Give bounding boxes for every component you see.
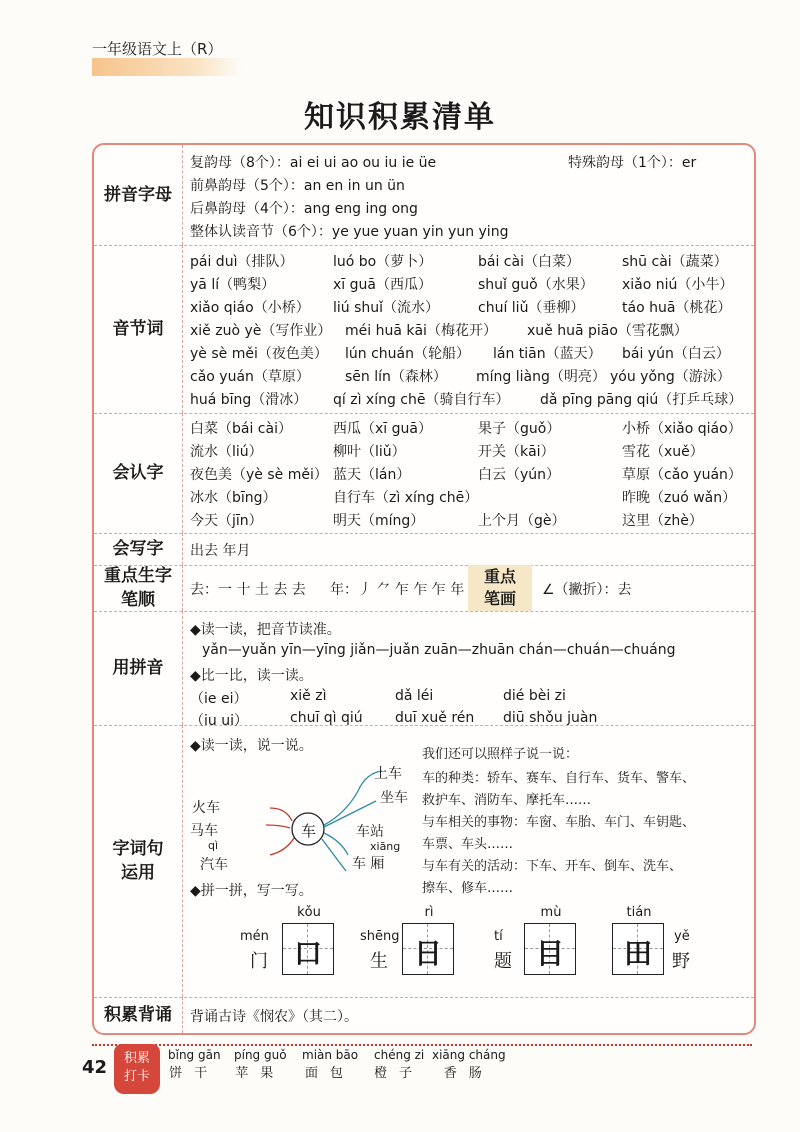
word-item: xiǎo qiáo（小桥） — [190, 300, 310, 316]
book-label: 一年级语文上（R） — [92, 40, 223, 58]
write-chars: 出去 年月 — [190, 543, 251, 559]
compare-item: chuī qì qiú — [290, 710, 363, 726]
word-item: xiě zuò yè（写作业） — [190, 323, 332, 339]
grid-side-char: 题 — [494, 951, 512, 972]
word-item: shū cài（蔬菜） — [622, 254, 728, 270]
grid-side-pinyin: mén — [240, 929, 269, 944]
compare-item: （iu ui） — [190, 713, 248, 729]
compare-item: xiě zì — [290, 688, 327, 704]
section-recite — [94, 997, 754, 1033]
knowledge-table — [92, 143, 756, 1035]
pinyin-line: 前鼻韵母（5个）：an en in un ün — [190, 178, 405, 194]
tian-grid: 口 — [282, 923, 334, 975]
word-item: liú shuǐ（流水） — [333, 300, 440, 316]
grid-pinyin: kǒu — [297, 905, 321, 920]
recite-text: 背诵古诗《悯农》（其二）。 — [190, 1009, 358, 1025]
page-number: 42 — [82, 1057, 108, 1078]
word-item: luó bo（萝卜） — [333, 254, 433, 270]
pinyin-compare-line: yǎn—yuǎn yīn—yīng jiǎn—juǎn zuān—zhuān chán—chuán—chuáng — [202, 642, 676, 658]
char-item: 白云（yún） — [478, 467, 561, 483]
char-item: 今天（jīn） — [190, 513, 263, 529]
char-item: 小桥（xiǎo qiáo） — [622, 421, 742, 437]
instruction: ◆比一比，读一读。 — [190, 668, 313, 684]
footer-word: miàn bāo 面包 — [302, 1048, 359, 1081]
web-left-word: 汽车 — [200, 857, 228, 873]
web-center: 车 — [301, 822, 317, 840]
word-item: xī guā（西瓜） — [333, 277, 432, 293]
word-item: bái cài（白菜） — [478, 254, 580, 270]
footer-word: xiāng cháng 香肠 — [432, 1048, 506, 1081]
char-item: 柳叶（liǔ） — [333, 444, 406, 460]
pinyin-special: 特殊韵母（1个）：er — [568, 155, 697, 171]
web-pinyin: xiāng — [370, 840, 401, 853]
key-stroke-box: 重点 笔画 — [468, 565, 532, 611]
word-item: bái yún（白云） — [622, 346, 730, 362]
char-item: 上个月（gè） — [478, 513, 566, 529]
char-item: 开关（kāi） — [478, 444, 555, 460]
word-item: lán tiān（蓝天） — [493, 346, 602, 362]
word-item: qí zì xíng chē（骑自行车） — [333, 392, 510, 408]
word-item: shuǐ guǒ（水果） — [478, 277, 594, 293]
section-word-use — [94, 725, 754, 998]
char-item: 雪花（xuě） — [622, 444, 704, 460]
say-line: 与车相关的事物：车窗、车胎、车门、车钥匙、 — [422, 815, 696, 830]
page-title: 知识积累清单 — [304, 100, 496, 135]
word-item: míng liàng（明亮） — [476, 369, 606, 385]
word-item: huá bīng（滑冰） — [190, 392, 308, 408]
word-item: pái duì（排队） — [190, 254, 294, 270]
char-item: 流水（liú） — [190, 444, 263, 460]
section-label: 用拼音 — [94, 611, 183, 725]
header-band — [92, 58, 242, 76]
section-label: 会写字 — [94, 533, 183, 565]
grid-pinyin: mù — [540, 905, 562, 920]
word-item: yóu yǒng（游泳） — [610, 369, 731, 385]
char-item: 冰水（bīng） — [190, 490, 277, 506]
pinyin-line: 整体认读音节（6个）：ye yue yuan yin yun ying — [190, 224, 509, 240]
tian-grid: 日 — [402, 923, 454, 975]
section-recognize — [94, 413, 754, 534]
grid-side-pinyin: shēng — [360, 929, 400, 944]
web-pinyin: qì — [208, 839, 219, 852]
char-item: 草原（cǎo yuán） — [622, 467, 742, 483]
word-item: yè sè měi（夜色美） — [190, 346, 328, 362]
word-item: táo huā（桃花） — [622, 300, 732, 316]
say-line: 车的种类：轿车、赛车、自行车、货车、警车、 — [422, 771, 696, 786]
word-item: chuí liǔ（垂柳） — [478, 300, 585, 316]
section-label: 会认字 — [94, 413, 183, 533]
grid-pinyin: tián — [626, 905, 652, 920]
section-label: 字词句 运用 — [94, 725, 183, 997]
compare-item: diū shǒu juàn — [503, 710, 598, 726]
pinyin-line: 复韵母（8个）：ai ei ui ao ou iu ie üe — [190, 155, 437, 171]
instruction: ◆读一读，把音节读准。 — [190, 622, 341, 638]
say-line: 救护车、消防车、摩托车…… — [422, 793, 592, 808]
stroke-qu: 去：一 十 土 去 去 — [190, 582, 306, 598]
say-line: 擦车、修车…… — [422, 881, 514, 896]
word-item: lún chuán（轮船） — [345, 346, 470, 362]
char-item: 夜色美（yè sè měi） — [190, 467, 328, 483]
compare-item: dǎ léi — [395, 688, 434, 704]
section-label: 积累背诵 — [94, 997, 183, 1033]
compare-item: duī xuě rén — [395, 710, 475, 726]
grid-side-pinyin: yě — [674, 929, 690, 944]
web-right-word: 坐车 — [380, 790, 408, 806]
say-line: 与车有关的活动：下车、开车、倒车、洗车、 — [422, 859, 683, 874]
char-item: 白菜（bái cài） — [190, 421, 292, 437]
grid-pinyin: rì — [424, 905, 434, 920]
word-item: yā lí（鸭梨） — [190, 277, 276, 293]
key-stroke-text: ∠（撇折）：去 — [542, 582, 632, 598]
grid-side-pinyin: tí — [494, 929, 503, 944]
footer-word: bǐng gān 饼干 — [168, 1048, 221, 1081]
section-label: 音节词 — [94, 245, 183, 413]
word-item: cǎo yuán（草原） — [190, 369, 310, 385]
char-item: 果子（guǒ） — [478, 421, 561, 437]
tian-grid: 田 — [612, 923, 664, 975]
grid-side-char: 野 — [672, 951, 690, 972]
footer-word: píng guǒ 苹果 — [234, 1048, 287, 1081]
web-right-word: 车 厢 — [352, 856, 385, 872]
grid-side-char: 门 — [250, 951, 268, 972]
word-item: xuě huā piāo（雪花飘） — [527, 323, 688, 339]
tian-grid: 目 — [524, 923, 576, 975]
section-use-pinyin — [94, 611, 754, 729]
grid-side-char: 生 — [370, 951, 388, 972]
char-item: 明天（míng） — [333, 513, 425, 529]
section-label: 重点生字 笔顺 — [94, 565, 183, 611]
section-stroke-order — [94, 565, 754, 612]
section-write — [94, 533, 754, 566]
char-item: 西瓜（xī guā） — [333, 421, 432, 437]
web-right-word: 车站 — [356, 824, 384, 840]
word-item: xiǎo niú（小牛） — [622, 277, 734, 293]
footer-divider — [92, 1044, 752, 1046]
say-title: 我们还可以照样子说一说： — [422, 747, 579, 762]
char-item: 这里（zhè） — [622, 513, 703, 529]
word-item: méi huā kāi（梅花开） — [345, 323, 497, 339]
web-left-word: 马车 — [190, 823, 218, 839]
char-item: 自行车（zì xíng chē） — [333, 490, 479, 506]
word-item: dǎ pīng pāng qiú（打乒乓球） — [540, 392, 743, 408]
pinyin-line: 后鼻韵母（4个）：ang eng ing ong — [190, 201, 418, 217]
web-right-word: 上车 — [374, 766, 402, 782]
checkin-badge: 积累 打卡 — [114, 1044, 160, 1094]
section-label: 拼音字母 — [94, 145, 183, 245]
instruction: ◆拼一拼，写一写。 — [190, 883, 313, 899]
section-syllable-words — [94, 245, 754, 414]
section-pinyin — [94, 145, 754, 246]
compare-item: （ie ei） — [190, 691, 248, 707]
char-item: 蓝天（lán） — [333, 467, 411, 483]
instruction: ◆读一读，说一说。 — [190, 738, 313, 754]
stroke-nian: 年：丿 ⺈ 乍 乍 乍 年 — [330, 582, 465, 598]
word-item: sēn lín（森林） — [345, 369, 447, 385]
char-item: 昨晚（zuó wǎn） — [622, 490, 737, 506]
web-left-word: 火车 — [192, 800, 220, 816]
compare-item: dié bèi zi — [503, 688, 566, 704]
footer-word: chéng zi 橙子 — [374, 1048, 425, 1081]
say-line: 车票、车头…… — [422, 837, 514, 852]
